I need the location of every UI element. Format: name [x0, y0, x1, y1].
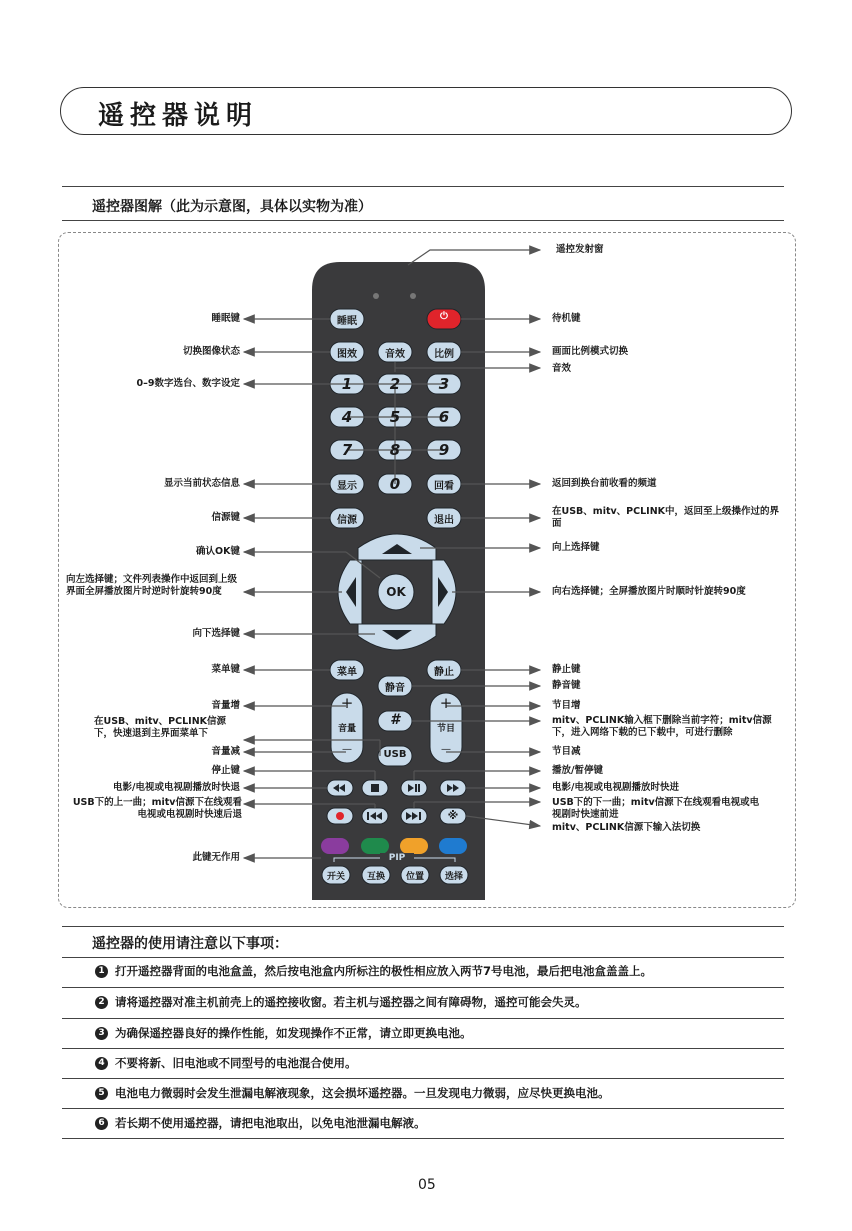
note-number: 1: [95, 965, 108, 978]
label-exit: 在USB、mitv、PCLINK中，返回至上级操作过的界面: [552, 506, 780, 529]
ime-button[interactable]: ※: [447, 809, 459, 822]
divider: [62, 957, 784, 958]
note-number: 6: [95, 1117, 108, 1130]
still-button[interactable]: 静止: [434, 667, 454, 678]
green-button: [361, 838, 389, 854]
ratio-button[interactable]: 比例: [434, 349, 454, 360]
label-digits: 0–9数字选台、数字设定: [136, 378, 240, 389]
note-item: [95, 994, 587, 1010]
usb-button[interactable]: USB: [383, 749, 407, 760]
note-text: 若长期不使用遥控器，请把电池取出，以免电池泄漏电解液。: [115, 1116, 426, 1130]
blue-button: [439, 838, 467, 854]
pip-on-button[interactable]: 开关: [326, 872, 345, 882]
label-hash: mitv、PCLINK输入框下删除当前字符；mitv信源下，进入网络下载的已下载中，可进行删除: [552, 715, 772, 738]
purple-button: [321, 838, 349, 854]
note-number: 2: [95, 996, 108, 1009]
divider: [62, 1108, 784, 1109]
label-sound: 音效: [552, 363, 572, 374]
label-rewind: 电影/电视或电视剧播放时快退: [113, 782, 240, 793]
digit-0-button[interactable]: 0: [389, 475, 401, 493]
divider: [62, 1048, 784, 1049]
digit-2-button[interactable]: 2: [389, 375, 401, 393]
label-vol-down: 音量减: [211, 746, 240, 757]
label-left: 向左选择键；文件列表操作中返回到上级界面全屏播放图片时逆时针旋转90度: [66, 574, 238, 597]
note-item: [95, 1055, 357, 1071]
divider: [62, 926, 784, 927]
power-icon[interactable]: ⏻: [440, 311, 448, 322]
label-menu: 菜单键: [211, 664, 240, 675]
note-item: [95, 1115, 426, 1131]
label-ime: mitv、PCLINK信源下输入法切换: [552, 822, 701, 833]
diagram-subtitle: 遥控器图解（此为示意图，具体以实物为准）: [92, 199, 372, 215]
note-number: 3: [95, 1027, 108, 1040]
note-number: 4: [95, 1057, 108, 1070]
note-item: [95, 1085, 610, 1101]
label-no-function: 此键无作用: [192, 852, 240, 863]
label-display: 显示当前状态信息: [163, 478, 240, 489]
mute-button[interactable]: 静音: [385, 683, 405, 694]
label-prev: USB下的上一曲；mitv信源下在线观看电视或电视剧时快速后退: [72, 797, 242, 820]
vol-label: 音量: [337, 724, 356, 734]
picture-button[interactable]: 图效: [337, 349, 357, 360]
label-still: 静止键: [552, 664, 581, 675]
label-next: USB下的下一曲；mitv信源下在线观看电视或电视剧时快速前进: [552, 797, 760, 820]
label-sleep: 睡眠键: [211, 313, 240, 324]
pip-label: PIP: [380, 853, 414, 863]
divider: [62, 987, 784, 988]
digit-5-button[interactable]: 5: [389, 408, 401, 426]
ch-label: 节目: [436, 724, 455, 734]
label-source: 信源键: [211, 512, 240, 523]
digit-8-button[interactable]: 8: [389, 441, 401, 459]
ok-button[interactable]: OK: [386, 585, 406, 599]
sleep-button[interactable]: 睡眠: [337, 316, 357, 327]
label-stop: 停止键: [211, 765, 240, 776]
label-down: 向下选择键: [192, 628, 240, 639]
digit-7-button[interactable]: 7: [341, 441, 353, 459]
note-text: 不要将新、旧电池或不同型号的电池混合使用。: [115, 1056, 357, 1070]
label-picture: 切换图像状态: [182, 346, 240, 357]
digit-3-button[interactable]: 3: [438, 375, 450, 393]
label-play: 播放/暂停键: [552, 765, 603, 776]
label-ch-down: 节目减: [552, 746, 581, 757]
menu-button[interactable]: 菜单: [337, 667, 357, 678]
note-item: [95, 1025, 472, 1041]
label-forward: 电影/电视或电视剧播放时快进: [552, 782, 679, 793]
label-right: 向右选择键；全屏播放图片时顺时针旋转90度: [552, 586, 746, 597]
digit-9-button[interactable]: 9: [438, 441, 450, 459]
label-ir: 遥控发射窗: [556, 244, 604, 255]
page-title: 遥控器说明: [98, 101, 259, 131]
note-number: 5: [95, 1087, 108, 1100]
label-usb: 在USB、mitv、PCLINK信源下，快速退到主界面菜单下: [94, 716, 227, 739]
note-text: 电池电力微弱时会发生泄漏电解液现象，这会损坏遥控器。一旦发现电力微弱，应尽快更换电池。: [115, 1086, 610, 1100]
note-text: 打开遥控器背面的电池盒盖，然后按电池盒内所标注的极性相应放入两节7号电池，最后把电池盒盖盖上。: [115, 964, 652, 978]
pip-swap-button[interactable]: 互换: [366, 872, 385, 882]
label-mute: 静音键: [552, 680, 581, 691]
divider: [62, 1078, 784, 1079]
note-item: [95, 963, 652, 979]
label-ch-up: 节目增: [552, 700, 581, 711]
exit-button[interactable]: 退出: [434, 515, 454, 526]
note-text: 请将遥控器对准主机前壳上的遥控接收窗。若主机与遥控器之间有障碍物，遥控可能会失灵。: [115, 995, 587, 1009]
sound-button[interactable]: 音效: [385, 349, 405, 360]
ch-up-button[interactable]: +: [439, 694, 453, 712]
label-ok: 确认OK键: [196, 546, 240, 557]
display-button[interactable]: 显示: [337, 481, 357, 492]
note-text: 为确保遥控器良好的操作性能，如发现操作不正常，请立即更换电池。: [115, 1026, 472, 1040]
pip-position-button[interactable]: 位置: [405, 872, 424, 882]
label-ratio: 画面比例模式切换: [552, 346, 629, 357]
hash-button[interactable]: #: [390, 712, 400, 728]
label-vol-up: 音量增: [211, 700, 240, 711]
divider: [62, 1138, 784, 1139]
ch-down-button[interactable]: —: [441, 744, 451, 755]
digit-1-button[interactable]: 1: [341, 375, 353, 393]
divider: [62, 1018, 784, 1019]
vol-up-button[interactable]: +: [340, 694, 354, 712]
pip-select-button[interactable]: 选择: [444, 872, 463, 882]
page-number: 05: [418, 1177, 436, 1193]
label-power: 待机键: [552, 313, 581, 324]
yellow-button: [400, 838, 428, 854]
digit-6-button[interactable]: 6: [438, 408, 450, 426]
notes-title: 遥控器的使用请注意以下事项：: [92, 936, 288, 952]
label-recall: 返回到换台前收看的频道: [552, 478, 657, 489]
digit-4-button[interactable]: 4: [341, 408, 353, 426]
source-button[interactable]: 信源: [337, 515, 357, 526]
vol-down-button[interactable]: —: [342, 744, 352, 755]
label-up: 向上选择键: [552, 542, 600, 553]
recall-button[interactable]: 回看: [434, 481, 454, 492]
